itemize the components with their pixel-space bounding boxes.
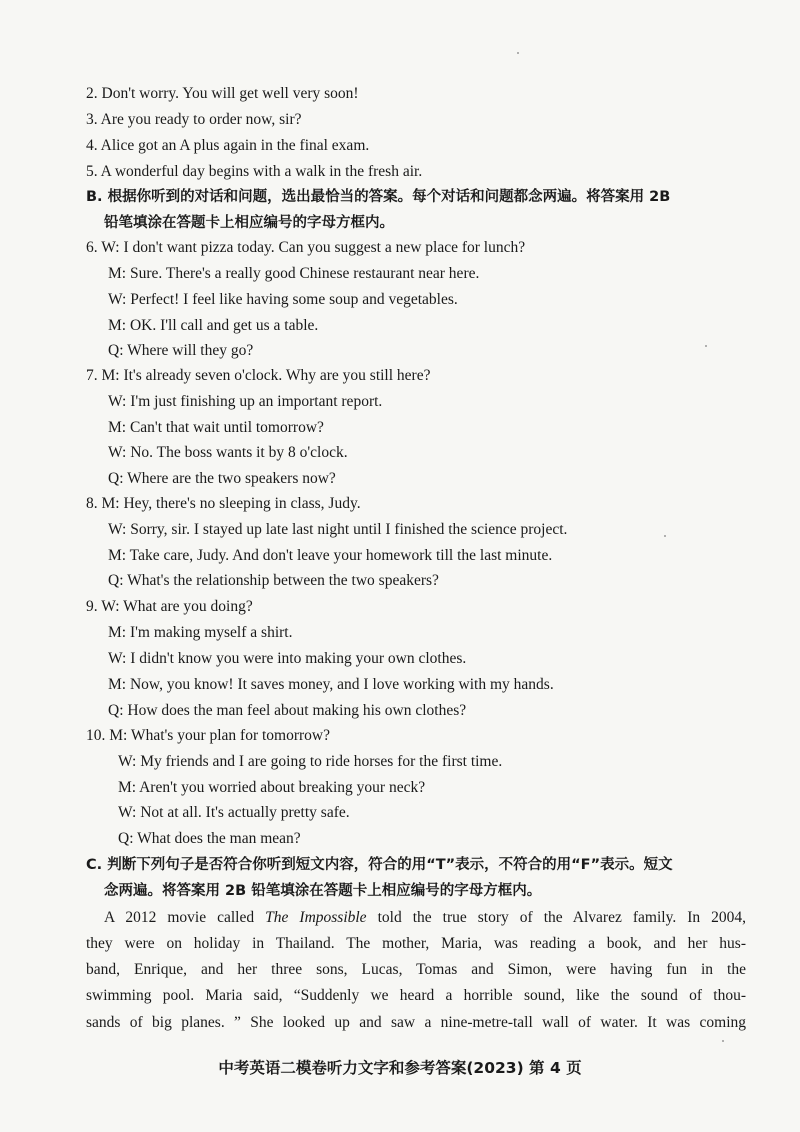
dialogue-9-question: Q: How does the man feel about making his own clothes?	[108, 702, 467, 719]
dialogue-9-line: M: I'm making myself a shirt.	[108, 624, 293, 641]
passage-line-4: swimming pool. Maria said, “Suddenly we heard a horrible sound, like the sound of thou-	[86, 987, 746, 1004]
dialogue-7-line: M: Can't that wait until tomorrow?	[108, 419, 324, 436]
dialogue-10-line: W: My friends and I are going to ride horses for the first time.	[118, 753, 503, 770]
dialogue-6-line: M: OK. I'll call and get us a table.	[108, 317, 319, 334]
dialogue-8-line: W: Sorry, sir. I stayed up late last night until I finished the science project.	[108, 521, 568, 538]
section-b-instruction-line2: 铅笔填涂在答题卡上相应编号的字母方框内。	[104, 215, 394, 231]
scan-speck	[705, 345, 707, 347]
dialogue-9-line: M: Now, you know! It saves money, and I love working with my hands.	[108, 676, 554, 693]
dialogue-6-line: 6. W: I don't want pizza today. Can you suggest a new place for lunch?	[86, 239, 526, 256]
dialogue-8-line: M: Take care, Judy. And don't leave your homework till the last minute.	[108, 547, 553, 564]
scan-speck	[664, 535, 666, 537]
dialogue-9-line: W: I didn't know you were into making your own clothes.	[108, 650, 467, 667]
dialogue-6-question: Q: Where will they go?	[108, 342, 254, 359]
passage-line-1-post: told the true story of the Alvarez family. In 2004,	[366, 909, 746, 926]
dialogue-10-line: 10. M: What's your plan for tomorrow?	[86, 727, 331, 744]
dialogue-7-question: Q: Where are the two speakers now?	[108, 470, 336, 487]
dialogue-8-line: 8. M: Hey, there's no sleeping in class, Judy.	[86, 495, 361, 512]
dialogue-10-line: M: Aren't you worried about breaking your neck?	[118, 779, 426, 796]
dialogue-8-question: Q: What's the relationship between the two speakers?	[108, 572, 439, 589]
section-c-instruction-line1: C. 判断下列句子是否符合你听到短文内容，符合的用“T”表示，不符合的用“F”表示。短文	[86, 857, 673, 873]
dialogue-7-line: 7. M: It's already seven o'clock. Why are you still here?	[86, 367, 431, 384]
part-a-item-4: 4. Alice got an A plus again in the final exam.	[86, 137, 370, 154]
passage-line-1-pre: A 2012 movie called	[104, 909, 266, 926]
dialogue-9-line: 9. W: What are you doing?	[86, 598, 253, 615]
dialogue-7-line: W: I'm just finishing up an important report.	[108, 393, 383, 410]
passage-line-1	[104, 908, 746, 928]
page-footer: 中考英语二模卷听力文字和参考答案(2023) 第 4 页	[218, 1059, 582, 1077]
part-a-item-3: 3. Are you ready to order now, sir?	[86, 111, 302, 128]
section-c-instruction-line2: 念两遍。将答案用 2B 铅笔填涂在答题卡上相应编号的字母方框内。	[104, 883, 542, 899]
dialogue-10-line: W: Not at all. It's actually pretty safe.	[118, 804, 350, 821]
movie-title: The Impossible	[265, 909, 367, 926]
part-a-item-2: 2. Don't worry. You will get well very soon!	[86, 85, 359, 102]
scan-speck	[722, 1040, 724, 1042]
passage-line-2: they were on holiday in Thailand. The mother, Maria, was reading a book, and her hus-	[86, 935, 746, 952]
scan-speck	[517, 52, 519, 54]
part-a-item-5: 5. A wonderful day begins with a walk in the fresh air.	[86, 163, 423, 180]
dialogue-7-line: W: No. The boss wants it by 8 o'clock.	[108, 444, 348, 461]
dialogue-10-question: Q: What does the man mean?	[118, 830, 301, 847]
dialogue-6-line: W: Perfect! I feel like having some soup and vegetables.	[108, 291, 458, 308]
passage-line-5: sands of big planes. ” She looked up and saw a nine-metre-tall wall of water. It was coming	[86, 1014, 746, 1031]
section-b-instruction-line1: B. 根据你听到的对话和问题，选出最恰当的答案。每个对话和问题都念两遍。将答案用 2B	[86, 189, 671, 205]
dialogue-6-line: M: Sure. There's a really good Chinese restaurant near here.	[108, 265, 480, 282]
passage-line-3: band, Enrique, and her three sons, Lucas, Tomas and Simon, were having fun in the	[86, 961, 746, 978]
